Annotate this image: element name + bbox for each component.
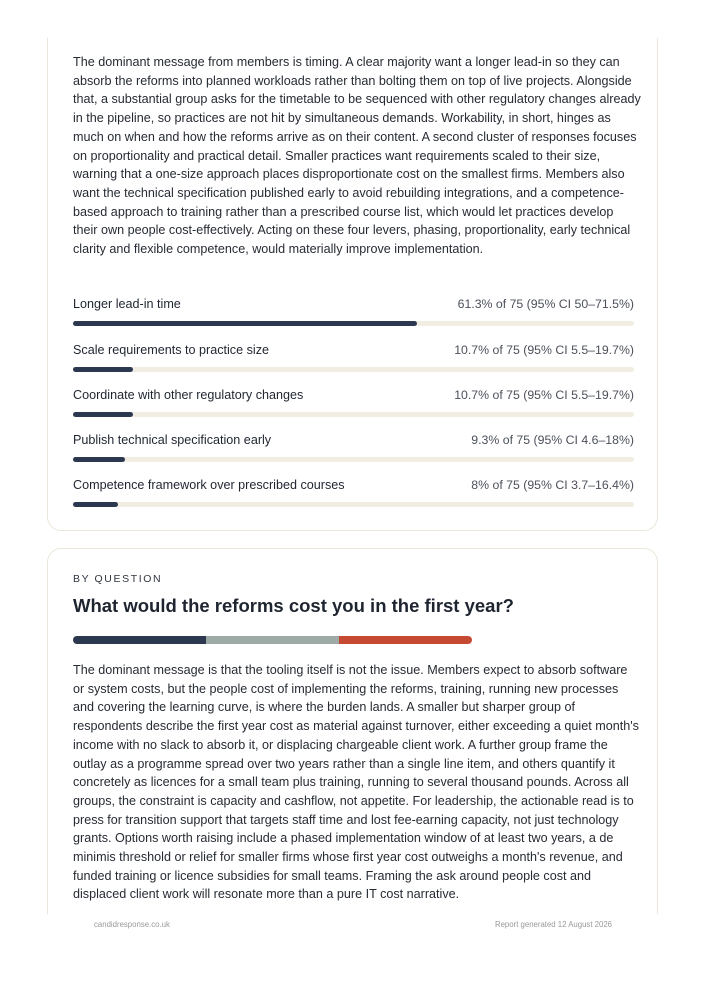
theme-label: Coordinate with other regulatory changes xyxy=(73,388,304,402)
theme-bar-track xyxy=(73,412,634,417)
footer-generated-date: Report generated 12 August 2026 xyxy=(494,920,612,929)
theme-bar-track xyxy=(73,321,634,326)
summary-paragraph: The dominant message from members is timing. A clear majority want a longer lead-in so they can absorb the reforms into planned workloads rather than bolting them on top of live projects. Alongside that, a substantial group asks for the timetable to be sequenced with other regulatory changes already in the pipeline, so practices are not hit by simultaneous demands. Workability, in short, hinges as much on when and how the reforms arrive as on their content. A second cluster of responses focuses on proportionality and practical detail. Smaller practices want requirements scaled to their size, warning that a one-size approach places disproportionate cost on the smallest firms. Members also want the technical specification published early to avoid rebuilding integrations, and a competence-based approach to training rather than a prescribed course list, which would let practices develop their own people cost-effectively. Acting on these four levers, phasing, proportionality, early technical clarity and flexible competence, would materially improve implementation. xyxy=(73,55,641,257)
section-eyebrow: BY QUESTION xyxy=(73,573,163,585)
theme-label: Competence framework over prescribed courses xyxy=(73,478,345,492)
theme-bar-fill xyxy=(73,321,417,326)
sentiment-segment xyxy=(206,636,339,644)
theme-value: 10.7% of 75 (95% CI 5.5–19.7%) xyxy=(454,343,634,357)
theme-label: Longer lead-in time xyxy=(73,297,181,311)
theme-bar-track xyxy=(73,457,634,462)
theme-bar-track xyxy=(73,367,634,372)
question-card xyxy=(47,548,658,914)
theme-value: 10.7% of 75 (95% CI 5.5–19.7%) xyxy=(454,388,634,402)
themes-card xyxy=(47,38,658,531)
theme-bar-fill xyxy=(73,412,133,417)
theme-bar-track xyxy=(73,502,634,507)
theme-value: 8% of 75 (95% CI 3.7–16.4%) xyxy=(471,478,634,492)
theme-label: Scale requirements to practice size xyxy=(73,343,269,357)
theme-bar-fill xyxy=(73,367,133,372)
sentiment-bar xyxy=(73,636,472,644)
question-heading: What would the reforms cost you in the first year? xyxy=(73,595,514,616)
question-summary-paragraph: The dominant message is that the tooling itself is not the issue. Members expect to absorb software or system costs, but the people cost of implementing the reforms, training, running new processes and covering the learning curve, is where the burden lands. A smaller but sharper group of respondents describe the first year cost as material against turnover, either exceeding a quiet month's income with no slack to absorb it, or displacing chargeable client work. A further group frame the outlay as a programme spread over two years rather than a single line item, and others quantify it concretely as licences for a small team plus training, running to several thousand pounds. Across all groups, the constraint is capacity and cashflow, not appetite. For leadership, the actionable read is to press for transition support that targets staff time and lost fee-earning capacity, not just technology grants. Options worth raising include a phased implementation window of at least two years, a de minimis threshold or relief for smaller firms whose first year cost outweighs a month's revenue, and funded training or licence subsidies for small teams. Framing the ask around people cost and displaced client work will resonate more than a pure IT cost narrative. xyxy=(73,663,639,902)
theme-bar-fill xyxy=(73,457,125,462)
theme-bar-fill xyxy=(73,502,118,507)
sentiment-segment xyxy=(339,636,472,644)
footer-site: candidresponse.co.uk xyxy=(94,920,170,929)
sentiment-segment xyxy=(73,636,206,644)
theme-value: 9.3% of 75 (95% CI 4.6–18%) xyxy=(471,433,634,447)
theme-value: 61.3% of 75 (95% CI 50–71.5%) xyxy=(457,297,634,311)
theme-label: Publish technical specification early xyxy=(73,433,272,447)
